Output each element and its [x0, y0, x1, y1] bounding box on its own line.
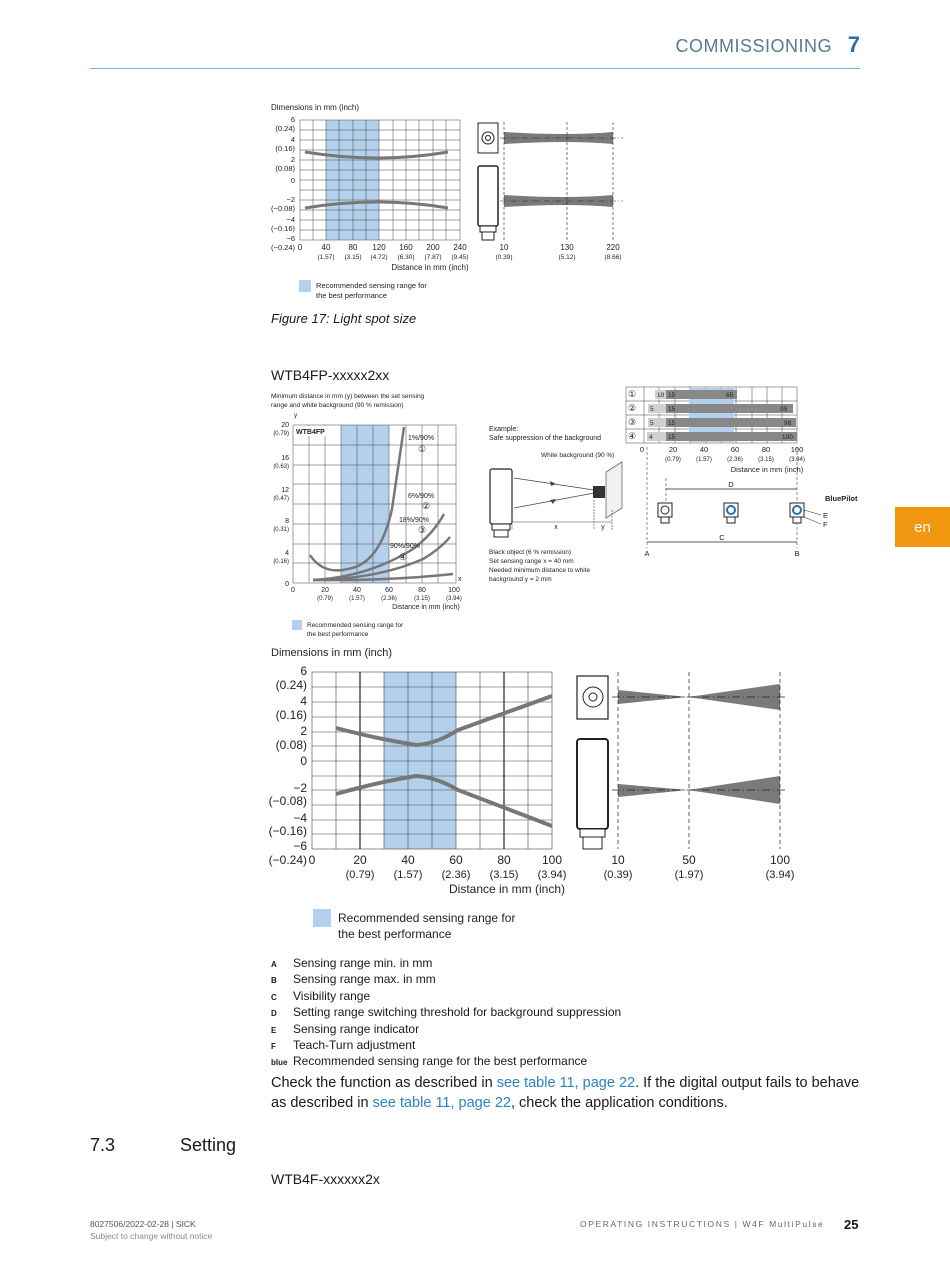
- svg-text:100: 100: [769, 853, 791, 867]
- svg-text:(3.15): (3.15): [489, 869, 519, 881]
- svg-text:White background (90 %): White background (90 %): [541, 452, 615, 459]
- svg-text:B: B: [794, 549, 800, 558]
- svg-text:the best performance: the best performance: [338, 927, 452, 941]
- svg-text:80: 80: [497, 853, 511, 867]
- svg-text:(1.57): (1.57): [317, 254, 335, 261]
- svg-text:20: 20: [353, 853, 367, 867]
- svg-text:−4: −4: [293, 811, 307, 825]
- svg-text:x: x: [554, 524, 558, 531]
- grid: [312, 672, 552, 849]
- svg-text:40: 40: [699, 445, 709, 454]
- svg-text:(6.30): (6.30): [397, 254, 415, 261]
- svg-text:background y = 2 mm: background y = 2 mm: [489, 576, 552, 583]
- svg-text:(2.36): (2.36): [727, 457, 743, 463]
- y-tick-labels: [269, 664, 308, 867]
- page-number: 25: [844, 1217, 859, 1232]
- y-tick-labels: [271, 115, 295, 252]
- legend-item: A Sensing range min. in mm: [271, 956, 433, 970]
- figure-light-spot-large: [268, 644, 808, 944]
- svg-text:Distance in mm (inch): Distance in mm (inch): [392, 604, 460, 611]
- sub-heading: WTB4F-xxxxxx2x: [271, 1171, 380, 1187]
- svg-text:(0.16): (0.16): [275, 144, 295, 153]
- svg-text:2: 2: [300, 724, 307, 738]
- figure-min-distance: [268, 389, 473, 641]
- svg-text:Set sensing range x = 40 mm: Set sensing range x = 40 mm: [489, 558, 574, 565]
- svg-text:(3.94): (3.94): [537, 869, 567, 881]
- svg-text:(0.63): (0.63): [273, 464, 289, 470]
- svg-text:(1.57): (1.57): [696, 457, 712, 463]
- svg-text:(0.39): (0.39): [495, 254, 513, 261]
- svg-text:Recommended sensing range for: Recommended sensing range for: [307, 622, 404, 629]
- svg-text:(8.66): (8.66): [604, 254, 622, 261]
- sensor-heads: [658, 503, 804, 523]
- svg-text:4: 4: [300, 694, 307, 708]
- svg-text:BluePilot: BluePilot: [825, 494, 858, 503]
- legend-swatch: [292, 620, 302, 630]
- figure-caption: Figure 17: Light spot size: [271, 311, 417, 326]
- svg-text:80: 80: [348, 243, 358, 252]
- svg-text:(7.87): (7.87): [424, 254, 442, 261]
- svg-text:100: 100: [541, 853, 563, 867]
- svg-text:20: 20: [281, 422, 289, 429]
- svg-text:y: y: [601, 524, 605, 531]
- svg-text:(0.31): (0.31): [273, 527, 289, 533]
- svg-text:(9.45): (9.45): [451, 254, 469, 261]
- x-axis-label: Distance in mm (inch): [391, 263, 469, 272]
- x-tick-labels: [298, 243, 469, 261]
- svg-text:100: 100: [448, 587, 460, 594]
- legend-text-1: Recommended sensing range for: [316, 281, 427, 290]
- svg-text:(4.72): (4.72): [370, 254, 388, 261]
- svg-text:Safe suppression of the backgr: Safe suppression of the background: [489, 435, 602, 442]
- svg-text:15: 15: [668, 406, 676, 413]
- svg-text:130: 130: [560, 243, 574, 252]
- svg-text:16: 16: [281, 455, 289, 462]
- x-tick-labels: [291, 587, 462, 602]
- svg-text:15: 15: [668, 420, 676, 427]
- svg-text:①: ①: [628, 389, 637, 399]
- svg-text:4: 4: [649, 434, 653, 441]
- svg-text:Dimensions in mm (inch): Dimensions in mm (inch): [271, 647, 393, 659]
- example-illustration: [486, 418, 626, 588]
- curve-labels: [390, 435, 434, 562]
- sensor-beam-drawing: [478, 122, 623, 240]
- svg-text:(−0.24): (−0.24): [268, 853, 307, 867]
- svg-text:③: ③: [418, 525, 427, 535]
- svg-text:160: 160: [399, 243, 413, 252]
- footer-doc-title: OPERATING INSTRUCTIONS | W4F MultiPulse: [580, 1219, 825, 1229]
- svg-text:80: 80: [761, 445, 771, 454]
- beam-tick-labels: [496, 243, 622, 261]
- svg-text:4: 4: [285, 550, 289, 557]
- svg-text:Example:: Example:: [489, 426, 519, 433]
- svg-text:(0.79): (0.79): [273, 431, 289, 437]
- svg-text:x: x: [458, 576, 462, 583]
- legend-text-2: the best performance: [316, 291, 387, 300]
- svg-text:(−0.08): (−0.08): [271, 204, 295, 213]
- svg-text:(0.24): (0.24): [275, 678, 307, 692]
- svg-text:40: 40: [353, 587, 361, 594]
- recommended-range-band: [384, 672, 456, 849]
- svg-text:(0.08): (0.08): [275, 164, 295, 173]
- svg-text:200: 200: [426, 243, 440, 252]
- svg-text:12: 12: [281, 487, 289, 494]
- section-title: Setting: [180, 1135, 237, 1155]
- svg-text:0: 0: [291, 587, 295, 594]
- legend-item: E Sensing range indicator: [271, 1021, 420, 1036]
- svg-text:(3.15): (3.15): [414, 596, 430, 602]
- svg-text:6%/90%: 6%/90%: [408, 493, 435, 500]
- svg-text:WTB4FP: WTB4FP: [296, 429, 325, 436]
- svg-text:(3.15): (3.15): [758, 457, 774, 463]
- svg-text:(2.36): (2.36): [381, 596, 397, 602]
- svg-text:(−0.08): (−0.08): [268, 794, 307, 808]
- svg-text:0: 0: [300, 754, 307, 768]
- svg-text:0: 0: [639, 445, 645, 454]
- svg-text:(3.94): (3.94): [446, 596, 462, 602]
- svg-text:20: 20: [321, 587, 329, 594]
- model-heading: WTB4FP-xxxxx2xx: [271, 367, 390, 383]
- svg-text:①: ①: [418, 444, 427, 454]
- svg-text:80: 80: [418, 587, 426, 594]
- svg-text:(0.79): (0.79): [665, 457, 681, 463]
- svg-text:120: 120: [372, 243, 386, 252]
- svg-text:③: ③: [628, 417, 637, 427]
- svg-text:10: 10: [611, 853, 625, 867]
- svg-text:(0.16): (0.16): [275, 708, 307, 722]
- legend-item: C Visibility range: [271, 988, 371, 1003]
- svg-text:15: 15: [668, 392, 676, 399]
- svg-text:Recommended sensing range for: Recommended sensing range for: [338, 911, 516, 925]
- function-check-paragraph: Check the function as described in see table 11, page 22. If the digital output fails to behave as described in see table 11, page 22, check the application conditions.: [271, 1075, 860, 1111]
- svg-text:98: 98: [784, 420, 792, 427]
- svg-text:8: 8: [285, 518, 289, 525]
- svg-text:10: 10: [657, 392, 665, 399]
- svg-text:50: 50: [682, 853, 696, 867]
- svg-text:(3.94): (3.94): [765, 869, 795, 881]
- svg-text:4: 4: [290, 135, 295, 144]
- svg-text:2: 2: [290, 155, 295, 164]
- chapter-number: 7: [847, 32, 860, 57]
- svg-text:95: 95: [780, 406, 788, 413]
- svg-text:(1.57): (1.57): [393, 869, 423, 881]
- legend-item: B Sensing range max. in mm: [271, 972, 436, 987]
- svg-text:(0.16): (0.16): [273, 559, 289, 565]
- svg-text:range and white background (90: range and white background (90 % remission): [271, 402, 404, 409]
- svg-text:(1.97): (1.97): [674, 869, 704, 881]
- legend-item: F Teach-Turn adjustment: [271, 1038, 416, 1053]
- svg-text:(0.08): (0.08): [275, 738, 307, 752]
- svg-text:1%/90%: 1%/90%: [408, 435, 435, 442]
- svg-text:−2: −2: [293, 781, 307, 795]
- svg-text:−6: −6: [293, 839, 307, 853]
- table-link[interactable]: see table 11, page 22: [496, 1075, 636, 1091]
- svg-text:220: 220: [606, 243, 620, 252]
- svg-text:Minimum distance in mm (y) bet: Minimum distance in mm (y) between the set sensing: [271, 393, 425, 400]
- y-tick-labels: [273, 422, 289, 588]
- header-rule: [90, 68, 860, 69]
- svg-text:20: 20: [668, 445, 678, 454]
- svg-text:18%/90%: 18%/90%: [399, 517, 429, 524]
- figure-light-spot-size: [268, 98, 638, 303]
- svg-text:40: 40: [401, 853, 415, 867]
- svg-text:A: A: [644, 549, 650, 558]
- sensor-beam-drawing: [577, 672, 788, 849]
- svg-text:5: 5: [650, 406, 654, 413]
- svg-text:Distance in mm (inch): Distance in mm (inch): [448, 882, 566, 896]
- x-tick-labels: [309, 853, 567, 881]
- svg-text:(3.15): (3.15): [344, 254, 362, 261]
- svg-text:100: 100: [790, 445, 804, 454]
- range-bar-illustration: [622, 383, 862, 563]
- grid: [300, 120, 460, 240]
- svg-text:−2: −2: [286, 195, 295, 204]
- dim-label: Dimensions in mm (inch): [271, 103, 360, 112]
- svg-text:E: E: [823, 511, 829, 520]
- svg-text:240: 240: [453, 243, 467, 252]
- legend-item: blue Recommended sensing range for the best performance: [271, 1054, 588, 1069]
- svg-text:(0.39): (0.39): [603, 869, 633, 881]
- svg-text:6: 6: [300, 664, 307, 678]
- svg-text:40: 40: [321, 243, 331, 252]
- svg-text:60: 60: [385, 587, 393, 594]
- table-link[interactable]: see table 11, page 22: [372, 1095, 511, 1111]
- svg-text:(−0.24): (−0.24): [271, 243, 295, 252]
- svg-text:Needed minimum distance to whi: Needed minimum distance to white: [489, 567, 591, 574]
- svg-text:100: 100: [782, 434, 793, 441]
- svg-text:(−0.16): (−0.16): [271, 224, 295, 233]
- svg-text:(5.12): (5.12): [558, 254, 576, 261]
- svg-text:0: 0: [297, 243, 303, 252]
- svg-text:0: 0: [290, 176, 295, 185]
- beam-tick-labels: [604, 853, 795, 881]
- svg-text:④: ④: [628, 431, 637, 441]
- svg-text:15: 15: [668, 434, 676, 441]
- svg-text:0: 0: [285, 581, 289, 588]
- svg-text:5: 5: [650, 420, 654, 427]
- svg-text:(0.79): (0.79): [317, 596, 333, 602]
- legend-item: D Setting range switching threshold for background suppression: [271, 1005, 622, 1020]
- svg-text:D: D: [728, 480, 734, 489]
- legend-list: [271, 956, 891, 1071]
- svg-text:(0.47): (0.47): [273, 496, 289, 502]
- svg-text:(2.36): (2.36): [441, 869, 471, 881]
- language-tab[interactable]: en: [895, 507, 950, 547]
- chapter-title: COMMISSIONING: [675, 36, 832, 56]
- svg-text:②: ②: [422, 501, 431, 511]
- svg-text:−4: −4: [286, 215, 295, 224]
- svg-text:90%/90%: 90%/90%: [390, 543, 420, 550]
- svg-text:(3.94): (3.94): [789, 457, 805, 463]
- svg-text:the best performance: the best performance: [307, 631, 369, 638]
- svg-text:④: ④: [399, 552, 408, 562]
- svg-text:(0.24): (0.24): [275, 124, 295, 133]
- legend-swatch: [313, 909, 331, 927]
- svg-text:Black object (6 % remission): Black object (6 % remission): [489, 549, 571, 556]
- svg-text:C: C: [719, 533, 725, 542]
- svg-text:0: 0: [308, 853, 316, 867]
- svg-text:F: F: [823, 520, 828, 529]
- section-number: 7.3: [90, 1135, 116, 1155]
- svg-text:60: 60: [449, 853, 463, 867]
- svg-text:y: y: [294, 412, 298, 419]
- footer-doc-info: 8027506/2022-02-28 | SICK Subject to change without notice: [90, 1219, 213, 1241]
- svg-text:(0.79): (0.79): [345, 869, 375, 881]
- svg-text:−6: −6: [286, 234, 295, 243]
- svg-text:(1.57): (1.57): [349, 596, 365, 602]
- x-tick-labels: [640, 445, 805, 463]
- svg-text:②: ②: [628, 403, 637, 413]
- svg-text:65: 65: [726, 392, 734, 399]
- svg-text:6: 6: [290, 115, 295, 124]
- legend-swatch: [299, 280, 311, 292]
- svg-text:10: 10: [499, 243, 509, 252]
- svg-text:Distance in mm (inch): Distance in mm (inch): [730, 465, 804, 474]
- svg-text:(−0.16): (−0.16): [268, 824, 307, 838]
- svg-text:60: 60: [730, 445, 740, 454]
